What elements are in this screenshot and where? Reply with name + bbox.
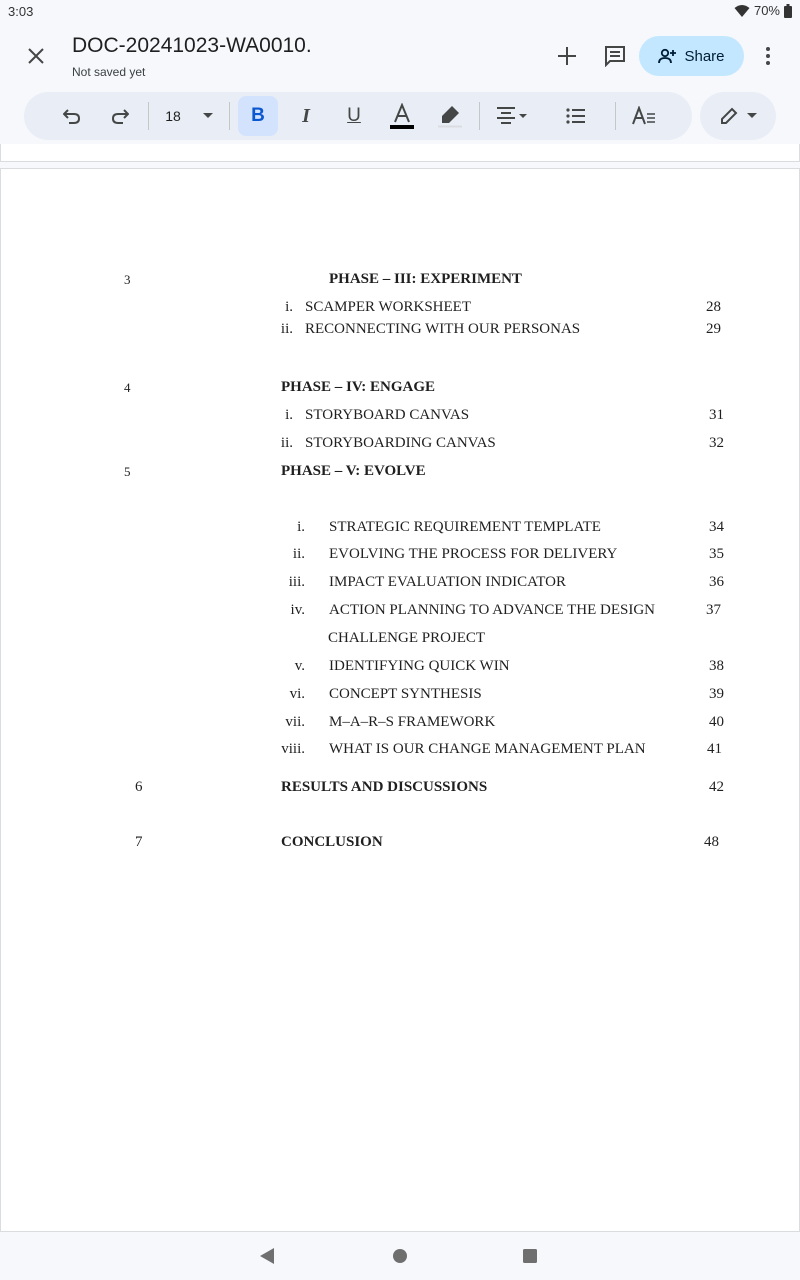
chapter-number: 4 [124, 380, 131, 395]
item-page-number: 40 [709, 714, 724, 730]
battery-icon [784, 4, 792, 18]
toolbar-divider [479, 102, 480, 130]
item-page-number: 42 [709, 779, 724, 795]
previous-page-edge [0, 144, 800, 162]
bold-button[interactable] [238, 96, 278, 136]
redo-icon [111, 108, 129, 124]
item-numeral: iii. [288, 574, 305, 590]
battery-percent: 70% [753, 3, 780, 18]
item-numeral: vi. [289, 686, 305, 702]
share-label: Share [684, 47, 725, 65]
item-page-number: 39 [709, 686, 724, 702]
item-page-number: 31 [709, 407, 724, 423]
arrow-drop-down-icon [747, 113, 757, 119]
bulleted-list-button[interactable] [556, 96, 596, 136]
font-size-value[interactable]: 18 [165, 108, 181, 124]
highlight-color-button[interactable] [430, 96, 470, 136]
editing-mode-button[interactable] [700, 92, 776, 140]
system-navigation-bar [0, 1232, 800, 1280]
item-numeral: ii. [292, 546, 305, 562]
status-time: 3:03 [8, 4, 34, 19]
toolbar-divider [229, 102, 230, 130]
item-title: IDENTIFYING QUICK WIN [329, 658, 510, 674]
chapter-number: 5 [124, 464, 131, 479]
wifi-icon [734, 4, 750, 18]
highlight-pen-icon [437, 103, 463, 129]
item-numeral: ii. [280, 321, 293, 337]
add-button[interactable] [547, 36, 587, 76]
undo-icon [63, 108, 81, 124]
item-title: M–A–R–S FRAMEWORK [329, 714, 496, 730]
chapter-number: 6 [135, 779, 143, 795]
more-options-button[interactable] [752, 36, 784, 76]
recents-button[interactable] [518, 1244, 542, 1268]
item-numeral: ii. [280, 435, 293, 451]
add-person-icon [658, 48, 676, 64]
item-title: SCAMPER WORKSHEET [305, 299, 471, 315]
toolbar-divider [615, 102, 616, 130]
underline-icon: U [347, 105, 361, 126]
item-numeral: iv. [290, 602, 305, 618]
item-page-number: 29 [706, 321, 721, 337]
list-bulleted-icon [566, 107, 586, 125]
underline-button[interactable] [334, 96, 374, 136]
italic-button[interactable] [286, 96, 326, 136]
bold-icon: B [251, 105, 265, 126]
text-format-icon [632, 106, 656, 126]
redo-button[interactable] [100, 96, 140, 136]
plus-icon [557, 46, 577, 66]
item-page-number: 37 [706, 602, 721, 618]
close-button[interactable] [16, 36, 56, 76]
arrow-drop-down-icon [203, 113, 213, 119]
item-title: STORYBOARD CANVAS [305, 407, 470, 423]
item-title: IMPACT EVALUATION INDICATOR [329, 574, 566, 590]
item-page-number: 41 [707, 741, 722, 757]
item-page-number: 35 [709, 546, 724, 562]
formatting-toolbar [24, 92, 692, 140]
item-title: EVOLVING THE PROCESS FOR DELIVERY [329, 546, 618, 562]
item-title: ACTION PLANNING TO ADVANCE THE DESIGN [329, 602, 655, 618]
item-page-number: 34 [709, 519, 724, 535]
chapter-number: 3 [124, 272, 131, 287]
comment-icon [604, 45, 626, 67]
item-page-number: 38 [709, 658, 724, 674]
more-vert-icon [766, 47, 770, 65]
item-title-continued: CHALLENGE PROJECT [328, 630, 486, 646]
chapter-heading: PHASE – IV: ENGAGE [281, 379, 436, 395]
toolbar-divider [148, 102, 149, 130]
italic-icon: I [302, 104, 310, 127]
recents-square-icon [522, 1248, 538, 1264]
item-title: CONCEPT SYNTHESIS [329, 686, 482, 702]
item-numeral: i. [285, 407, 293, 423]
document-title[interactable]: DOC-20241023-WA0010. [72, 34, 312, 57]
close-icon [28, 48, 44, 64]
alignment-button[interactable] [488, 96, 536, 136]
item-title: RECONNECTING WITH OUR PERSONAS [305, 321, 581, 337]
chapter-heading: PHASE – III: EXPERIMENT [329, 271, 522, 287]
item-page-number: 36 [709, 574, 724, 590]
text-format-button[interactable] [624, 96, 664, 136]
text-color-button[interactable] [382, 96, 422, 136]
chapter-heading: RESULTS AND DISCUSSIONS [281, 779, 488, 795]
item-title: STORYBOARDING CANVAS [305, 435, 496, 451]
item-title: STRATEGIC REQUIREMENT TEMPLATE [329, 519, 601, 535]
home-button[interactable] [388, 1244, 412, 1268]
undo-button[interactable] [52, 96, 92, 136]
item-numeral: v. [294, 658, 305, 674]
item-page-number: 48 [704, 834, 719, 850]
document-page[interactable] [0, 168, 800, 1232]
chapter-number: 7 [135, 834, 143, 850]
item-page-number: 28 [706, 299, 721, 315]
text-color-icon [389, 103, 415, 129]
item-numeral: viii. [281, 741, 305, 757]
item-numeral: i. [285, 299, 293, 315]
pencil-icon [719, 106, 739, 126]
item-numeral: vii. [285, 714, 305, 730]
item-title: WHAT IS OUR CHANGE MANAGEMENT PLAN [329, 741, 646, 757]
item-numeral: i. [297, 519, 305, 535]
home-circle-icon [392, 1248, 408, 1264]
align-center-icon [496, 106, 528, 126]
save-status: Not saved yet [72, 65, 146, 79]
app-header [0, 24, 800, 90]
chapter-heading: CONCLUSION [281, 834, 383, 850]
comments-button[interactable] [595, 36, 635, 76]
back-triangle-icon [259, 1247, 275, 1265]
chapter-heading: PHASE – V: EVOLVE [281, 463, 426, 479]
back-button[interactable] [255, 1244, 279, 1268]
share-button[interactable] [639, 36, 744, 76]
status-bar [0, 0, 800, 24]
item-page-number: 32 [709, 435, 724, 451]
font-size-dropdown[interactable] [196, 96, 220, 136]
